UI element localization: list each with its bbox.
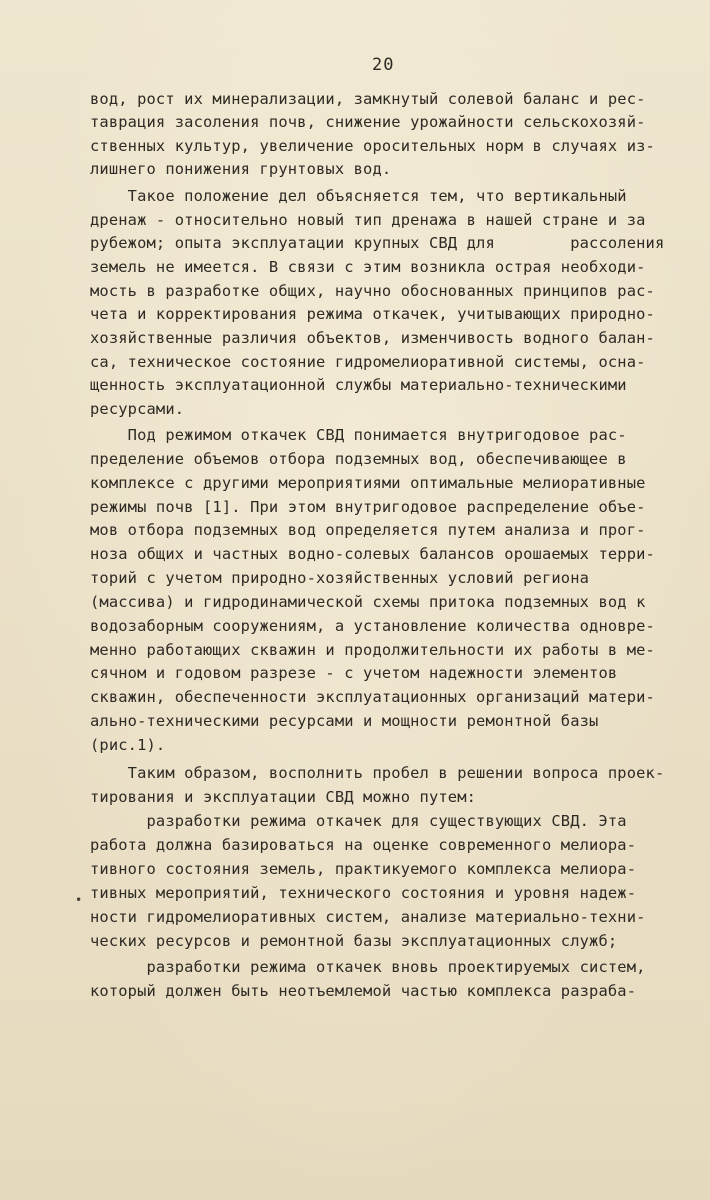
text-line: рубежом; опыта эксплуатации крупных СВД для рассоления xyxy=(90,234,665,252)
text-line: который должен быть неотъемлемой частью комплекса разраба- xyxy=(90,982,637,1000)
text-line: Такое положение дел объясняется тем, что вертикальный xyxy=(90,187,627,205)
text-line: хозяйственные различия объектов, изменчивость водного балан- xyxy=(90,329,655,347)
text-line: Таким образом, восполнить пробел в решении вопроса проек- xyxy=(90,764,665,782)
text-line: ственных культур, увеличение оросительных норм в случаях из- xyxy=(90,137,655,155)
text-line: ческих ресурсов и ремонтной базы эксплуатационных служб; xyxy=(90,932,618,950)
text-line: щенность эксплуатационной службы материально-техническими xyxy=(90,376,627,394)
text-line: ально-техническими ресурсами и мощности ремонтной базы xyxy=(90,712,599,730)
text-line: комплексе с другими мероприятиями оптимальные мелиоративные xyxy=(90,474,646,492)
text-line: таврация засоления почв, снижение урожайности сельскохозяй- xyxy=(90,113,646,131)
text-line: (рис.1). xyxy=(90,736,166,754)
text-line: скважин, обеспеченности эксплуатационных организаций матери- xyxy=(90,688,655,706)
text-line: режимы почв [1]. При этом внутригодовое распределение объе- xyxy=(90,498,646,516)
text-line: разработки режима откачек для существующих СВД. Эта xyxy=(90,812,627,830)
text-line: тивных мероприятий, технического состояния и уровня надеж- xyxy=(90,884,637,902)
text-line: Под режимом откачек СВД понимается внутригодовое рас- xyxy=(90,426,627,444)
stray-ink-mark: • xyxy=(75,893,83,907)
text-line: разработки режима откачек вновь проектируемых систем, xyxy=(90,958,646,976)
text-line: сячном и годовом разрезе - с учетом надежности элементов xyxy=(90,664,618,682)
text-line: тирования и эксплуатации СВД можно путем: xyxy=(90,788,477,806)
text-line: ресурсами. xyxy=(90,400,185,418)
text-line: тивного состояния земель, практикуемого комплекса мелиора- xyxy=(90,860,637,878)
text-line: мость в разработке общих, научно обоснованных принципов рас- xyxy=(90,282,655,300)
text-line: пределение объемов отбора подземных вод, обеспечивающее в xyxy=(90,450,627,468)
text-line: вод, рост их минерализации, замкнутый солевой баланс и рес- xyxy=(90,90,646,108)
text-line: ности гидромелиоративных систем, анализе материально-техни- xyxy=(90,908,646,926)
text-line: земель не имеется. В связи с этим возникла острая необходи- xyxy=(90,258,646,276)
text-line: торий с учетом природно-хозяйственных условий региона xyxy=(90,569,590,587)
text-line: менно работающих скважин и продолжительности их работы в ме- xyxy=(90,641,655,659)
text-line: работа должна базироваться на оценке современного мелиора- xyxy=(90,836,637,854)
text-line: дренаж - относительно новый тип дренажа в нашей стране и за xyxy=(90,211,646,229)
page-number: 20 xyxy=(372,55,395,75)
text-line: ноза общих и частных водно-солевых балансов орошаемых терри- xyxy=(90,545,655,563)
text-line: чета и корректирования режима откачек, учитывающих природно- xyxy=(90,305,655,323)
text-line: лишнего понижения грунтовых вод. xyxy=(90,160,392,178)
text-line: (массива) и гидродинамической схемы притока подземных вод к xyxy=(90,593,646,611)
text-line: мов отбора подземных вод определяется путем анализа и прог- xyxy=(90,521,646,539)
text-line: водозаборным сооружениям, а установление количества одновре- xyxy=(90,617,655,635)
text-line: са, техническое состояние гидромелиоративной системы, осна- xyxy=(90,353,646,371)
